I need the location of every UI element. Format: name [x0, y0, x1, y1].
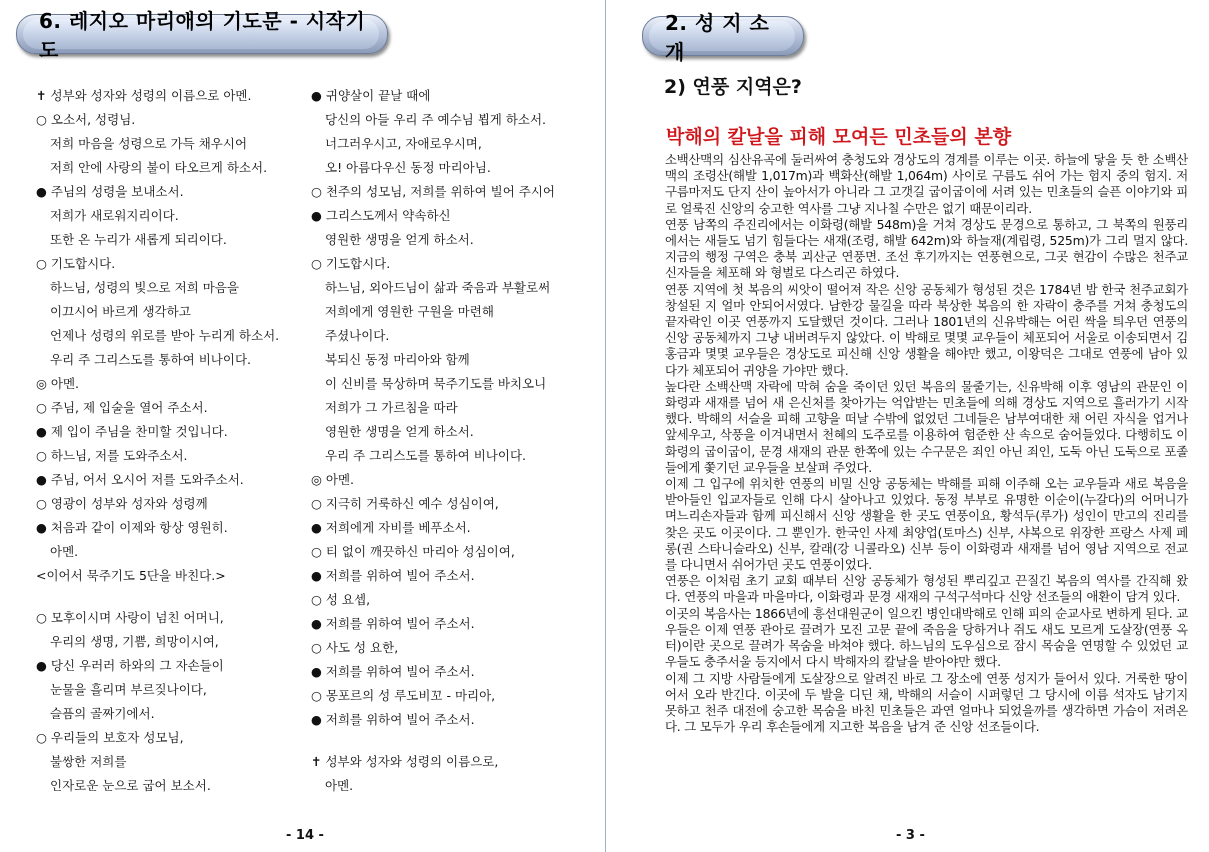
prayer-line: ○ 영광이 성부와 성자와 성령께 [36, 496, 208, 511]
prayer-line: ○ 기도합시다. [36, 256, 116, 271]
prayer-line: 이끄시어 바르게 생각하고 [50, 304, 191, 319]
prayer-line: 저희가 새로워지리이다. [50, 208, 179, 223]
article-paragraph: 연풍 지역에 첫 복음의 씨앗이 떨어져 작은 신앙 공동체가 형성된 것은 1784년 밤 한국 천주교회가 창설된 지 얼마 안되어서였다. 남한강 물길을 따라 북상한 복음의 한 자락이 충주를 거쳐 충청도의 끝자락인 이곳 연풍까지 도달했던 것이다. 그러나 1801년의 신유박해는 어린 싹을 틔우던 연풍의 신앙 공동체까지 그냥 내버려두지 않았다. 이 박해로 몇몇 교우들이 체포되어 서울로 이송되면서 김홍금과 몇몇 교우들은 경상도로 피신해 신앙 생활을 해야만 했고, 이왕덕은 그대로 연풍에 남아 있다가 체포되어 귀양을 가야만 했다. [665, 281, 1188, 378]
article-headline: 박해의 칼날을 피해 모여든 민초들의 본향 [666, 126, 1012, 148]
section-banner-sites [642, 11, 804, 64]
prayer-line: ◎ 아멘. [36, 376, 80, 391]
article-paragraph: 이제 그 입구에 위치한 연풍의 비밀 신앙 공동체는 박해를 피해 이주해 오는 교우들과 새로 복음을 받아들인 입교자들로 인해 다시 살아나고 있었다. 동정 부부로 유명한 이순이(누갈다)의 어머니가 며느리손자들과 함께 피신해서 신앙 생활을 한 곳도 연풍이요, 황석두(루가) 성인이 만고의 진리를 찾은 곳도 이곳이다. 그 뿐인가. 한국인 사제 최양업(토마스) 신부, 샤복으로 위장한 프랑스 사제 페롱(권 스타니슬라오) 신부, 칼래(강 니콜라오) 신부 등이 이화령과 새재를 넘어 영남 지역으로 전교를 다니면서 쉬어가던 곳도 연풍이었다. [665, 476, 1188, 573]
prayer-line: ● 처음과 같이 이제와 항상 영원히. [36, 520, 228, 535]
prayer-line: ○ 하느님, 저를 도와주소서. [36, 448, 188, 463]
prayer-line: 슬픔의 골짜기에서. [50, 706, 155, 721]
prayer-line: ○ 사도 성 요한, [311, 640, 399, 655]
prayer-line: 당신의 아들 우리 주 예수님 뵙게 하소서. [325, 112, 547, 127]
prayer-line: ○ 천주의 성모님, 저희를 위하여 빌어 주시어 [311, 184, 555, 199]
prayer-line: 영원한 생명을 얻게 하소서. [325, 424, 474, 439]
prayer-line: ● 저희를 위하여 빌어 주소서. [311, 712, 475, 727]
spacer [311, 732, 601, 750]
banner-title: 2. 성 지 소 개 [649, 21, 795, 51]
prayer-line: <이어서 묵주기도 5단을 바친다.> [36, 568, 226, 583]
prayer-line: 복되신 동정 마리아와 함께 [325, 352, 470, 367]
prayer-line: ✝ 성부와 성자와 성령의 이름으로 아멘. [36, 88, 252, 103]
prayer-line: 영원한 생명을 얻게 하소서. [325, 232, 474, 247]
prayer-line: 인자로운 눈으로 굽어 보소서. [50, 778, 211, 793]
article-paragraph: 연풍은 이처럼 초기 교회 때부터 신앙 공동체가 형성된 뿌리깊고 끈질긴 복음의 역사를 간직해 왔다. 연풍의 마을과 마을마다, 이화령과 문경 새재의 구석구석마다 신앙 선조들의 애환이 담겨 있다. [665, 573, 1188, 605]
right-page [606, 0, 1209, 852]
article-paragraph: 이제 그 지방 사람들에게 도살장으로 알려진 바로 그 장소에 연풍 성지가 들어서 있다. 거룩한 땅이 어서 오라 반긴다. 이곳에 두 발을 디딘 채, 박해의 서슬이 시퍼렇던 그 당시에 이름 석자도 남기지 못하고 천주 대전에 숭고한 목숨을 바친 민초들은 과연 얼마나 되었을까를 생각하면 가슴이 저려온다. 그 모두가 우리 후손들에게 지고한 복음을 남겨 준 신앙 선조들이다. [665, 670, 1188, 735]
prayer-line: 오! 아름다우신 동정 마리아님. [325, 160, 491, 175]
prayer-column-1 [36, 84, 306, 798]
prayer-line: 하느님, 성령의 빛으로 저희 마음을 [50, 280, 239, 295]
section-subtitle: 2) 연풍 지역은? [664, 76, 802, 98]
prayer-line: ○ 성 요셉, [311, 592, 371, 607]
prayer-line: ○ 모후이시며 사랑이 넘친 어머니, [36, 610, 224, 625]
prayer-line: ● 귀양살이 끝날 때에 [311, 88, 431, 103]
prayer-line: 눈물을 흘리며 부르짖나이다, [50, 682, 207, 697]
prayer-line: ○ 우리들의 보호자 성모님, [36, 730, 184, 745]
prayer-line: 너그러우시고, 자애로우시며, [325, 136, 482, 151]
prayer-line: 하느님, 외아드님이 삶과 죽음과 부활로써 [325, 280, 551, 295]
article-paragraph: 소백산맥의 심산유곡에 둘러싸여 충청도와 경상도의 경계를 이루는 이곳. 하늘에 닿을 듯 한 소백산맥의 조령산(해발 1,017m)과 백화산(해발 1,064m) 사이로 구름도 쉬어 가는 험지 중의 험지. 저 구름마저도 단지 산이 높아서가 아니라 그 고갯길 굽이굽이에 서려 있는 민초들의 슬픈 이야기와 피로 얼룩진 신앙의 숭고한 역사를 그냥 지나칠 수만은 없기 때문이리라. [665, 152, 1188, 216]
prayer-line: ○ 오소서, 성령님. [36, 112, 136, 127]
prayer-line: ○ 기도합시다. [311, 256, 391, 271]
prayer-line: ○ 몽포르의 성 루도비꼬 - 마리아, [311, 688, 496, 703]
prayer-line: 주셨나이다. [325, 328, 390, 343]
section-banner-prayer [16, 9, 388, 62]
prayer-line: ● 주님, 어서 오시어 저를 도와주소서. [36, 472, 244, 487]
prayer-line: 저희 안에 사랑의 불이 타오르게 하소서. [50, 160, 268, 175]
prayer-line: 언제나 성령의 위로를 받아 누리게 하소서. [50, 328, 280, 343]
prayer-line: 저희 마음을 성령으로 가득 채우시어 [50, 136, 248, 151]
article-paragraph: 연풍 남쪽의 주진리에서는 이화령(해발 548m)을 거쳐 경상도 문경으로 통하고, 그 북쪽의 원풍리에서는 새들도 넘기 힘들다는 새재(조령, 해발 642m)와 하늘재(계립령, 525m)가 그리 멀지 않다. 지금의 행정 구역은 충북 괴산군 연풍면. 조선 후기까지는 연풍현으로, 그곳 현감이 수많은 천주교 신자들을 체포해 와 형벌로 다스리곤 하였다. [665, 216, 1188, 281]
prayer-line: ● 저희를 위하여 빌어 주소서. [311, 664, 475, 679]
prayer-line: 저희에게 영원한 구원을 마련해 [325, 304, 494, 319]
prayer-line: 이 신비를 묵상하며 묵주기도를 바치오니 [325, 376, 547, 391]
article-body [665, 152, 1188, 735]
prayer-line: ○ 티 없이 깨끗하신 마리아 성심이여, [311, 544, 515, 559]
prayer-line: ● 저희에게 자비를 베푸소서. [311, 520, 471, 535]
prayer-line: 우리 주 그리스도를 통하여 비나이다. [50, 352, 251, 367]
spacer [36, 588, 306, 606]
prayer-line: 저희가 그 가르침을 따라 [325, 400, 458, 415]
prayer-line: ● 제 입이 주님을 찬미할 것입니다. [36, 424, 228, 439]
prayer-line: 아멘. [325, 778, 354, 793]
prayer-line: ○ 주님, 제 입술을 열어 주소서. [36, 400, 208, 415]
prayer-line: ● 저희를 위하여 빌어 주소서. [311, 568, 475, 583]
prayer-line: ● 주님의 성령을 보내소서. [36, 184, 184, 199]
prayer-line: 또한 온 누리가 새롭게 되리이다. [50, 232, 227, 247]
prayer-line: 우리 주 그리스도를 통하여 비나이다. [325, 448, 526, 463]
prayer-line: ◎ 아멘. [311, 472, 355, 487]
banner-title: 6. 레지오 마리애의 기도문 - 시작기도 [23, 19, 379, 49]
page-number: - 3 - [896, 828, 925, 843]
page-number: - 14 - [286, 828, 324, 843]
prayer-line: ● 저희를 위하여 빌어 주소서. [311, 616, 475, 631]
prayer-line: ✝ 성부와 성자와 성령의 이름으로, [311, 754, 499, 769]
prayer-line: 불쌍한 저희를 [50, 754, 127, 769]
prayer-line: ● 당신 우러러 하와의 그 자손들이 [36, 658, 224, 673]
prayer-line: ○ 지극히 거룩하신 예수 성심이여, [311, 496, 499, 511]
article-paragraph: 높다란 소백산맥 자락에 막혀 숨을 죽이던 있던 복음의 물줄기는, 신유박해 이후 영남의 관문인 이화령과 새재를 넘어 새 은신처를 찾아가는 억압받는 민초들에 의해 경상도 지역으로 흘러가기 시작했다. 박해의 서슬을 피해 고향을 떠날 수밖에 없었던 그네들은 남부여대한 채 어린 자식을 업거나 앞세우고, 삭풍을 이겨내면서 천혜의 도주로를 이용하여 험준한 산 속으로 숨어들었다. 다행히도 이화령의 굽이굽이, 문경 새재의 관문 한쪽에 있는 수구문은 죄인 아닌 죄인, 도둑 아닌 도둑으로 포졸들에게 쫓기던 교우들을 보살펴 주었다. [665, 378, 1188, 475]
article-paragraph: 이곳의 복음사는 1866년에 흥선대원군이 일으킨 병인대박해로 인해 피의 순교사로 변하게 된다. 교우들은 이제 연풍 관아로 끌려가 모진 고문 끝에 죽음을 당하거나 쥐도 새도 모르게 도살장(연풍 옥터)이란 곳으로 끌려가 목숨을 바쳐야 했다. 하느님의 도우심으로 잠시 목숨을 연명할 수 있었던 교우들도 충주서울 등지에서 다시 박해자의 칼날을 받아야만 했다. [665, 605, 1188, 670]
prayer-line: 아멘. [50, 544, 79, 559]
prayer-column-2 [311, 84, 601, 798]
prayer-line: 우리의 생명, 기쁨, 희망이시여, [50, 634, 219, 649]
prayer-line: ● 그리스도께서 약속하신 [311, 208, 451, 223]
